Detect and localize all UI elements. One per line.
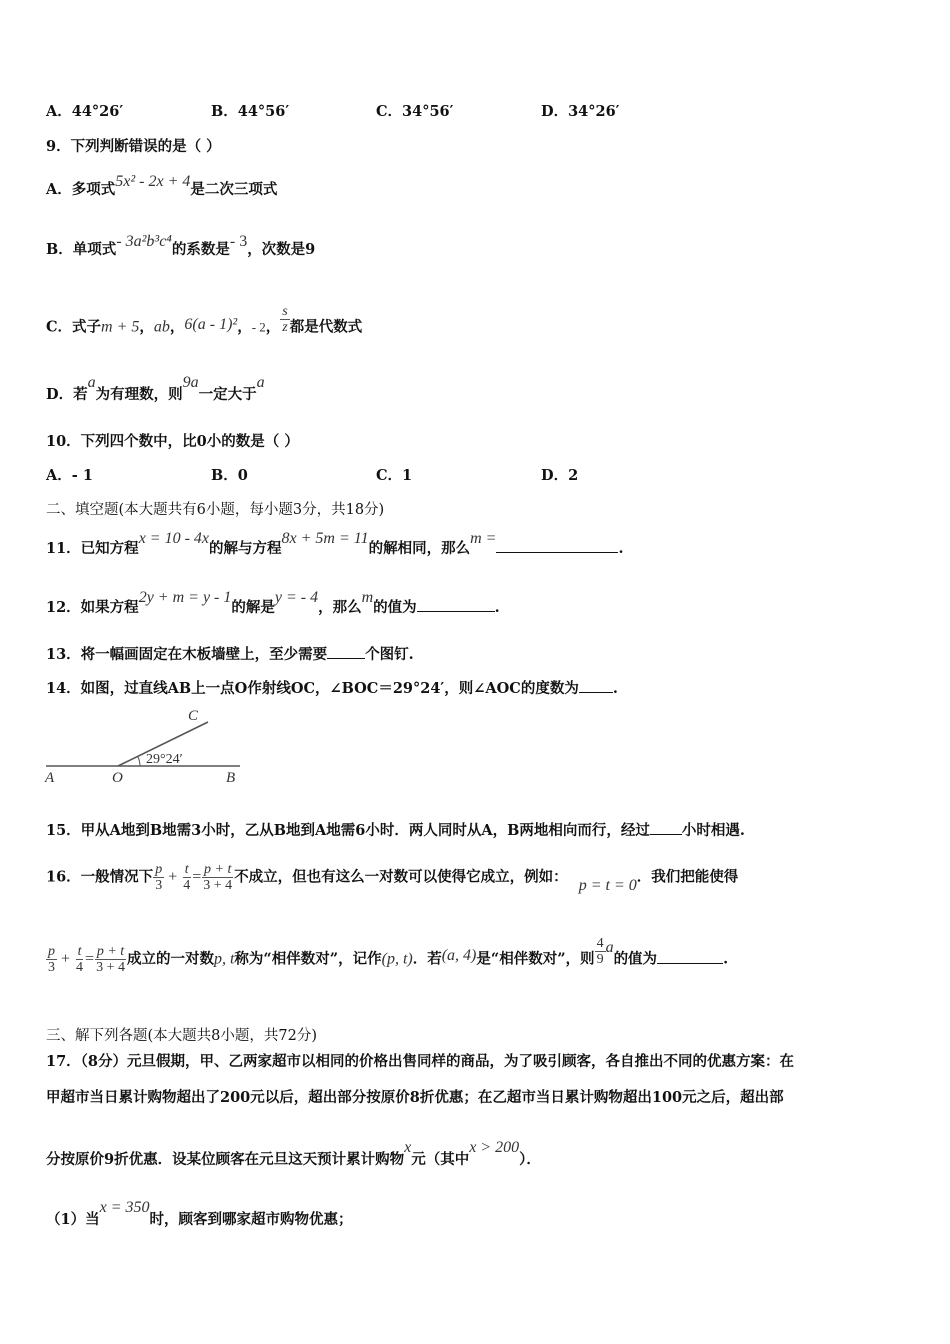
- frac-num: p: [48, 944, 55, 959]
- q9-a-expression: 5x² - 2x + 4: [115, 173, 191, 190]
- q14-answer-blank[interactable]: [579, 678, 613, 693]
- q15-text: 15．甲从A地到B地需3小时，乙从B地到A地需6小时．两人同时从A，B两地相向而行，经过: [46, 822, 650, 839]
- q16-l2-mid4: 是“相伴数对”，则: [476, 950, 595, 968]
- q9-d-9a: 9a: [182, 374, 199, 391]
- q16-var-a: a: [605, 938, 614, 956]
- q16-pt-pair: (p, t): [381, 950, 413, 968]
- q9-option-c: C．式子m + 5，ab，6(a - 1)²，- 2， $\frac{s}{z}$ 都是代数式: [46, 304, 363, 336]
- q14-figure: [40, 702, 250, 786]
- q12-dot: .: [494, 599, 500, 616]
- q12-end: 的值为: [373, 599, 417, 616]
- q9-c-denominator: z: [282, 320, 288, 335]
- q10-option-b: B．0: [211, 467, 248, 484]
- frac-den: 3: [155, 878, 163, 893]
- frac-num: t: [184, 862, 189, 877]
- section-2-heading: 二、填空题(本大题共有6小题，每小题3分，共18分): [46, 502, 385, 518]
- q9-c-prefix: C．式子: [46, 318, 102, 336]
- q11: [46, 530, 624, 559]
- frac-den: 3 + 4: [96, 960, 125, 975]
- q16-end: ．我们把能使得: [636, 868, 739, 886]
- q9-option-b: [46, 233, 316, 260]
- q16-frac-sum-b: [94, 944, 127, 975]
- q9-b-suffix: ，次数是9: [247, 241, 316, 258]
- q11-answer-blank[interactable]: [496, 538, 618, 553]
- q16-prefix: 16．一般情况下: [46, 868, 154, 886]
- frac-num: 4: [596, 936, 604, 951]
- q17-condition: x > 200: [469, 1139, 520, 1156]
- frac-num: p + t: [204, 862, 232, 877]
- q16-a4-pair: (a, 4): [441, 946, 477, 964]
- frac-den: 4: [183, 878, 191, 893]
- angle-arc: [138, 756, 141, 766]
- q9-d-mid: 为有理数，则: [95, 386, 183, 403]
- q16-l2-mid3: ．若: [412, 950, 442, 968]
- frac-den: 3: [48, 960, 55, 975]
- q9-d-prefix: D．若: [46, 386, 88, 403]
- q9-option-d: [46, 374, 265, 405]
- q12-mid2: ，那么: [318, 599, 362, 616]
- q8-option-c: C．34°56′: [376, 103, 454, 120]
- q9-c-expr-4: - 2: [251, 319, 266, 335]
- q16-pair: p, t: [213, 950, 235, 968]
- q11-m-equals: m =: [470, 530, 497, 547]
- label-c: C: [188, 708, 199, 724]
- q17-line-3: [46, 1139, 541, 1170]
- q17-p1-end: 时，顾客到哪家超市购物优惠；: [149, 1211, 353, 1228]
- q17-line-2: 甲超市当日累计购物超出了200元以后，超出部分按原价8折优惠；在乙超市当日累计购物超出100元之后，超出部: [46, 1089, 784, 1106]
- q11-mid2: 的解相同，那么: [368, 540, 471, 557]
- frac-num: t: [77, 944, 82, 959]
- label-a: A: [45, 770, 55, 786]
- q12: [46, 589, 500, 618]
- q16-l2-mid: 成立的一对数: [126, 950, 214, 968]
- q16-line-1: 16．一般情况下 $\frac{p}{3}$ + $\frac{t}{4}$ = $\frac{p + t}{3 + 4}$ 不成立，但也有这么一对数可以使得它成立，例如： p = t = 0．我们把能使得: [46, 862, 739, 894]
- q11-equation-1: x = 10 - 4x: [138, 530, 210, 547]
- frac-den: 9: [596, 952, 604, 967]
- q16-line-2: $\frac{p}{3}$ + $\frac{t}{4}$ = $\frac{p + t}{3 + 4}$ 成立的一对数p, t称为“相伴数对”，记作(p, t)．若(a, 4)是“相伴数对”，则 $\frac{4}{9}$ a的值为 .: [48, 936, 729, 975]
- q16-answer-blank[interactable]: [657, 949, 723, 964]
- q15-end: 小时相遇.: [681, 822, 745, 839]
- q14-text: 14．如图，过直线AB上一点O作射线OC，∠BOC＝29°24′，则∠AOC的度数为: [46, 680, 579, 697]
- q12-answer-blank[interactable]: [417, 597, 495, 612]
- q10-option-c: C．1: [376, 467, 413, 484]
- q16-l2-end: 的值为: [613, 950, 658, 968]
- q9-c-expr-3: 6(a - 1)²: [184, 315, 238, 333]
- q9-c-expr-2: ab: [153, 318, 170, 336]
- q10-option-a: A．- 1: [46, 467, 93, 484]
- q12-equation: 2y + m = y - 1: [138, 589, 232, 606]
- q17-l3-end: ）．: [519, 1151, 541, 1168]
- q9-a-prefix: A．多项式: [46, 181, 116, 198]
- q9-d-var-a2: a: [256, 374, 265, 391]
- q9-c-suffix: 都是代数式: [289, 318, 363, 336]
- frac-den: 3 + 4: [203, 878, 233, 893]
- q15: [46, 820, 745, 841]
- frac-den: 4: [76, 960, 84, 975]
- q16-frac-p3-b: [46, 944, 57, 975]
- q16-l2-mid2: 称为“相伴数对”，记作: [234, 950, 382, 968]
- q13: [46, 644, 414, 665]
- q16-dot: .: [723, 950, 729, 968]
- q11-equation-2: 8x + 5m = 11: [281, 530, 369, 547]
- q9-b-prefix: B．单项式: [46, 241, 117, 258]
- q9-d-mid2: 一定大于: [198, 386, 257, 403]
- q9-d-var-a: a: [87, 374, 96, 391]
- q17-p1-expression: x = 350: [99, 1199, 150, 1216]
- q15-answer-blank[interactable]: [650, 820, 682, 835]
- q9-b-mid: 的系数是: [171, 241, 230, 258]
- q16-mid: 不成立，但也有这么一对数可以使得它成立，例如：: [234, 868, 568, 886]
- frac-num: p: [155, 862, 163, 877]
- q12-var-m: m: [361, 589, 374, 606]
- q11-mid: 的解与方程: [209, 540, 282, 557]
- q11-end: .: [618, 540, 624, 557]
- q10-stem: 10．下列四个数中，比0小的数是（ ）: [46, 433, 299, 450]
- q9-option-a: [46, 173, 278, 200]
- label-o: O: [112, 770, 123, 786]
- q11-prefix: 11．已知方程: [46, 540, 139, 557]
- q13-answer-blank[interactable]: [327, 644, 365, 659]
- q16-frac-4-9: [595, 936, 606, 967]
- q14: [46, 678, 618, 699]
- q14-end: .: [612, 680, 618, 697]
- q17-l3-prefix: 分按原价9折优惠．设某位顾客在元旦这天预计累计购物: [46, 1151, 405, 1168]
- q17-p1-prefix: （1）当: [46, 1211, 100, 1228]
- q17-var-x: x: [404, 1139, 412, 1156]
- q17-line-1: 17．（8分）元旦假期，甲、乙两家超市以相同的价格出售同样的商品，为了吸引顾客，各自推出不同的优惠方案：在: [46, 1053, 795, 1070]
- angle-label: 29°24′: [146, 752, 183, 767]
- label-b: B: [226, 770, 236, 786]
- q9-a-suffix: 是二次三项式: [190, 181, 278, 198]
- q17-part-1: [46, 1199, 353, 1230]
- q16-frac-t4: [181, 862, 192, 893]
- q12-prefix: 12．如果方程: [46, 599, 139, 616]
- q16-frac-p3: [153, 862, 164, 893]
- q8-option-a: A．44°26′: [46, 103, 124, 120]
- q12-solution: y = - 4: [274, 589, 319, 606]
- q9-stem: 9．下列判断错误的是（ ）: [46, 138, 221, 155]
- q16-example: p = t = 0: [578, 876, 637, 894]
- q9-c-fraction: [280, 304, 289, 335]
- q13-text: 13．将一幅画固定在木板墙壁上，至少需要: [46, 646, 328, 663]
- q16-frac-sum: [201, 862, 234, 893]
- q8-option-d: D．34°26′: [541, 103, 620, 120]
- q17-l3-mid: 元（其中: [411, 1151, 470, 1168]
- q13-end: 个图钉.: [365, 646, 414, 663]
- frac-num: p + t: [96, 944, 125, 959]
- q9-b-coefficient: - 3: [229, 233, 248, 250]
- q10-option-d: D．2: [541, 467, 579, 484]
- q9-c-numerator: s: [282, 304, 288, 319]
- q8-option-b: B．44°56′: [211, 103, 290, 120]
- q9-c-expr-1: m + 5: [101, 318, 140, 336]
- q12-mid: 的解是: [231, 599, 275, 616]
- q16-frac-t4-b: [74, 944, 85, 975]
- q9-b-expression: - 3a²b³c⁴: [116, 233, 172, 250]
- section-3-heading: 三、解下列各题(本大题共8小题，共72分): [46, 1028, 317, 1044]
